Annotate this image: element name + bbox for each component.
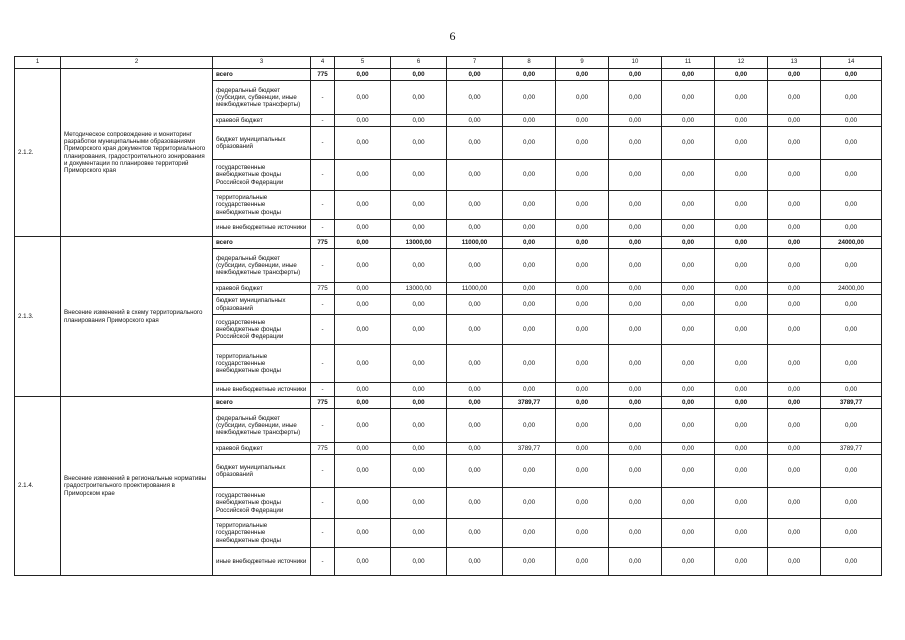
amount-cell: 0,00 (335, 81, 391, 115)
amount-cell: 0,00 (556, 397, 609, 409)
amount-cell: 0,00 (715, 397, 768, 409)
amount-cell: 0,00 (768, 115, 821, 127)
amount-cell: 0,00 (556, 295, 609, 315)
amount-cell: 0,00 (503, 115, 556, 127)
amount-cell: 0,00 (662, 315, 715, 345)
budget-code: - (311, 488, 335, 519)
amount-cell: 11000,00 (447, 283, 503, 295)
funding-source: бюджет муниципальных образований (213, 295, 311, 315)
amount-cell: 0,00 (715, 220, 768, 237)
amount-cell: 0,00 (715, 443, 768, 455)
amount-cell: 0,00 (821, 315, 882, 345)
amount-cell: 0,00 (503, 488, 556, 519)
amount-cell: 0,00 (447, 488, 503, 519)
amount-cell: 0,00 (662, 397, 715, 409)
budget-code: 775 (311, 283, 335, 295)
amount-cell: 0,00 (447, 548, 503, 576)
amount-cell: 0,00 (715, 548, 768, 576)
amount-cell: 0,00 (609, 383, 662, 397)
funding-source: иные внебюджетные источники (213, 383, 311, 397)
amount-cell: 0,00 (391, 160, 447, 191)
column-number: 2 (61, 57, 213, 69)
amount-cell: 0,00 (609, 345, 662, 383)
amount-cell: 0,00 (609, 443, 662, 455)
amount-cell: 0,00 (821, 81, 882, 115)
amount-cell: 0,00 (715, 283, 768, 295)
funding-source: краевой бюджет (213, 115, 311, 127)
amount-cell: 0,00 (556, 237, 609, 249)
amount-cell: 0,00 (662, 115, 715, 127)
amount-cell: 0,00 (821, 383, 882, 397)
budget-table (14, 56, 882, 576)
amount-cell: 0,00 (821, 455, 882, 488)
amount-cell: 0,00 (335, 283, 391, 295)
column-number: 3 (213, 57, 311, 69)
column-number: 12 (715, 57, 768, 69)
amount-cell: 0,00 (662, 488, 715, 519)
column-number-row (15, 57, 882, 69)
section-id: 2.1.3. (15, 237, 61, 397)
amount-cell: 3789,77 (503, 397, 556, 409)
funding-source: бюджет муниципальных образований (213, 127, 311, 160)
amount-cell: 0,00 (391, 115, 447, 127)
amount-cell: 0,00 (447, 455, 503, 488)
funding-source: федеральный бюджет (субсидии, субвенции, иные межбюджетные трансферты) (213, 249, 311, 283)
amount-cell: 0,00 (662, 383, 715, 397)
amount-cell: 0,00 (556, 69, 609, 81)
table-row-total (15, 69, 882, 81)
amount-cell: 0,00 (447, 249, 503, 283)
budget-code: - (311, 345, 335, 383)
amount-cell: 3789,77 (821, 443, 882, 455)
amount-cell: 0,00 (335, 455, 391, 488)
amount-cell: 0,00 (335, 127, 391, 160)
amount-cell: 0,00 (715, 295, 768, 315)
amount-cell: 0,00 (335, 383, 391, 397)
amount-cell: 0,00 (335, 409, 391, 443)
amount-cell: 0,00 (503, 69, 556, 81)
amount-cell: 0,00 (335, 345, 391, 383)
amount-cell: 0,00 (768, 127, 821, 160)
amount-cell: 0,00 (821, 488, 882, 519)
budget-code: - (311, 383, 335, 397)
amount-cell: 0,00 (391, 220, 447, 237)
amount-cell: 0,00 (391, 191, 447, 220)
amount-cell: 0,00 (335, 69, 391, 81)
funding-source: краевой бюджет (213, 443, 311, 455)
amount-cell: 0,00 (556, 160, 609, 191)
amount-cell: 0,00 (556, 409, 609, 443)
amount-cell: 0,00 (447, 191, 503, 220)
amount-cell: 0,00 (609, 191, 662, 220)
amount-cell: 0,00 (768, 383, 821, 397)
budget-code: 775 (311, 69, 335, 81)
amount-cell: 0,00 (503, 315, 556, 345)
budget-code: 775 (311, 443, 335, 455)
amount-cell: 0,00 (715, 127, 768, 160)
budget-code: 775 (311, 397, 335, 409)
amount-cell: 0,00 (768, 191, 821, 220)
amount-cell: 0,00 (556, 315, 609, 345)
amount-cell: 0,00 (503, 237, 556, 249)
amount-cell: 0,00 (662, 220, 715, 237)
amount-cell: 0,00 (662, 455, 715, 488)
column-number: 9 (556, 57, 609, 69)
amount-cell: 0,00 (662, 249, 715, 283)
amount-cell: 0,00 (821, 220, 882, 237)
amount-cell: 0,00 (609, 397, 662, 409)
amount-cell: 13000,00 (391, 283, 447, 295)
amount-cell: 0,00 (503, 127, 556, 160)
column-number: 6 (391, 57, 447, 69)
amount-cell: 0,00 (715, 519, 768, 548)
budget-code: - (311, 519, 335, 548)
amount-cell: 0,00 (447, 383, 503, 397)
amount-cell: 0,00 (503, 345, 556, 383)
amount-cell: 0,00 (821, 409, 882, 443)
amount-cell: 0,00 (503, 455, 556, 488)
amount-cell: 0,00 (391, 548, 447, 576)
funding-source: территориальные государственные внебюджетные фонды (213, 519, 311, 548)
amount-cell: 0,00 (391, 409, 447, 443)
funding-source: бюджет муниципальных образований (213, 455, 311, 488)
amount-cell: 0,00 (503, 409, 556, 443)
amount-cell: 0,00 (556, 191, 609, 220)
funding-source: федеральный бюджет (субсидии, субвенции, иные межбюджетные трансферты) (213, 409, 311, 443)
amount-cell: 0,00 (768, 409, 821, 443)
amount-cell: 0,00 (335, 191, 391, 220)
amount-cell: 0,00 (556, 455, 609, 488)
amount-cell: 0,00 (503, 383, 556, 397)
amount-cell: 0,00 (662, 237, 715, 249)
budget-code: - (311, 81, 335, 115)
amount-cell: 0,00 (821, 69, 882, 81)
amount-cell: 0,00 (556, 548, 609, 576)
amount-cell: 0,00 (768, 237, 821, 249)
amount-cell: 0,00 (715, 315, 768, 345)
amount-cell: 0,00 (662, 409, 715, 443)
budget-code: - (311, 249, 335, 283)
budget-code: - (311, 295, 335, 315)
section-name: Внесение изменений в региональные нормативы градостроительного проектирования в Приморском крае (61, 397, 213, 576)
amount-cell: 0,00 (503, 283, 556, 295)
amount-cell: 0,00 (715, 249, 768, 283)
amount-cell: 0,00 (609, 315, 662, 345)
amount-cell: 0,00 (447, 409, 503, 443)
amount-cell: 0,00 (335, 315, 391, 345)
budget-code: - (311, 160, 335, 191)
amount-cell: 0,00 (391, 295, 447, 315)
amount-cell: 0,00 (335, 237, 391, 249)
amount-cell: 0,00 (503, 160, 556, 191)
amount-cell: 0,00 (335, 488, 391, 519)
funding-source: территориальные государственные внебюджетные фонды (213, 345, 311, 383)
table-row-total (15, 237, 882, 249)
amount-cell: 0,00 (447, 81, 503, 115)
section-id: 2.1.4. (15, 397, 61, 576)
amount-cell: 0,00 (335, 548, 391, 576)
column-number: 1 (15, 57, 61, 69)
amount-cell: 0,00 (715, 383, 768, 397)
funding-source: всего (213, 397, 311, 409)
amount-cell: 0,00 (609, 237, 662, 249)
budget-code: - (311, 409, 335, 443)
amount-cell: 0,00 (715, 160, 768, 191)
amount-cell: 0,00 (609, 220, 662, 237)
amount-cell: 0,00 (609, 249, 662, 283)
amount-cell: 0,00 (821, 160, 882, 191)
amount-cell: 0,00 (391, 345, 447, 383)
amount-cell: 0,00 (715, 191, 768, 220)
amount-cell: 0,00 (391, 81, 447, 115)
section-name: Внесение изменений в схему территориального планирования Приморского края (61, 237, 213, 397)
amount-cell: 0,00 (662, 345, 715, 383)
amount-cell: 0,00 (821, 191, 882, 220)
amount-cell: 0,00 (821, 295, 882, 315)
amount-cell: 0,00 (335, 443, 391, 455)
budget-code: - (311, 191, 335, 220)
amount-cell: 24000,00 (821, 283, 882, 295)
amount-cell: 0,00 (662, 295, 715, 315)
amount-cell: 0,00 (609, 519, 662, 548)
amount-cell: 0,00 (447, 115, 503, 127)
amount-cell: 0,00 (335, 115, 391, 127)
amount-cell: 0,00 (821, 519, 882, 548)
amount-cell: 0,00 (662, 127, 715, 160)
amount-cell: 0,00 (335, 519, 391, 548)
funding-source: всего (213, 69, 311, 81)
amount-cell: 0,00 (768, 397, 821, 409)
amount-cell: 0,00 (715, 345, 768, 383)
amount-cell: 0,00 (556, 249, 609, 283)
amount-cell: 0,00 (447, 160, 503, 191)
amount-cell: 0,00 (447, 519, 503, 548)
amount-cell: 0,00 (821, 345, 882, 383)
amount-cell: 0,00 (715, 69, 768, 81)
amount-cell: 0,00 (503, 295, 556, 315)
amount-cell: 0,00 (662, 548, 715, 576)
amount-cell: 0,00 (556, 283, 609, 295)
amount-cell: 0,00 (609, 488, 662, 519)
amount-cell: 0,00 (335, 295, 391, 315)
amount-cell: 0,00 (556, 383, 609, 397)
amount-cell: 0,00 (609, 409, 662, 443)
amount-cell: 0,00 (609, 295, 662, 315)
funding-source: иные внебюджетные источники (213, 220, 311, 237)
amount-cell: 0,00 (821, 249, 882, 283)
amount-cell: 0,00 (768, 220, 821, 237)
amount-cell: 0,00 (662, 191, 715, 220)
amount-cell: 0,00 (556, 345, 609, 383)
column-number: 11 (662, 57, 715, 69)
amount-cell: 0,00 (391, 443, 447, 455)
amount-cell: 0,00 (715, 115, 768, 127)
amount-cell: 0,00 (556, 488, 609, 519)
amount-cell: 0,00 (768, 160, 821, 191)
amount-cell: 0,00 (662, 283, 715, 295)
amount-cell: 0,00 (447, 443, 503, 455)
budget-code: - (311, 220, 335, 237)
amount-cell: 0,00 (391, 488, 447, 519)
amount-cell: 0,00 (821, 127, 882, 160)
amount-cell: 0,00 (768, 548, 821, 576)
column-number: 4 (311, 57, 335, 69)
amount-cell: 0,00 (503, 220, 556, 237)
amount-cell: 0,00 (768, 345, 821, 383)
amount-cell: 24000,00 (821, 237, 882, 249)
budget-code: - (311, 315, 335, 345)
amount-cell: 0,00 (556, 443, 609, 455)
amount-cell: 0,00 (768, 315, 821, 345)
amount-cell: 0,00 (715, 409, 768, 443)
budget-code: - (311, 455, 335, 488)
amount-cell: 0,00 (715, 81, 768, 115)
amount-cell: 0,00 (391, 519, 447, 548)
amount-cell: 0,00 (503, 548, 556, 576)
amount-cell: 0,00 (447, 295, 503, 315)
column-number: 8 (503, 57, 556, 69)
amount-cell: 0,00 (821, 115, 882, 127)
amount-cell: 0,00 (391, 383, 447, 397)
amount-cell: 0,00 (391, 315, 447, 345)
budget-code: 775 (311, 237, 335, 249)
amount-cell: 0,00 (609, 127, 662, 160)
section-id: 2.1.2. (15, 69, 61, 237)
amount-cell: 0,00 (503, 191, 556, 220)
amount-cell: 0,00 (556, 220, 609, 237)
amount-cell: 0,00 (503, 519, 556, 548)
amount-cell: 0,00 (662, 69, 715, 81)
amount-cell: 0,00 (556, 127, 609, 160)
amount-cell: 0,00 (662, 443, 715, 455)
amount-cell: 0,00 (768, 249, 821, 283)
amount-cell: 0,00 (335, 220, 391, 237)
column-number: 5 (335, 57, 391, 69)
column-number: 14 (821, 57, 882, 69)
amount-cell: 0,00 (391, 397, 447, 409)
amount-cell: 0,00 (335, 160, 391, 191)
amount-cell: 0,00 (768, 69, 821, 81)
amount-cell: 0,00 (391, 127, 447, 160)
amount-cell: 3789,77 (821, 397, 882, 409)
budget-code: - (311, 115, 335, 127)
amount-cell: 0,00 (447, 127, 503, 160)
column-number: 10 (609, 57, 662, 69)
amount-cell: 0,00 (609, 81, 662, 115)
page-number: 6 (449, 29, 456, 43)
amount-cell: 0,00 (662, 160, 715, 191)
amount-cell: 0,00 (556, 81, 609, 115)
amount-cell: 0,00 (447, 315, 503, 345)
amount-cell: 3789,77 (503, 443, 556, 455)
table-row-total (15, 397, 882, 409)
amount-cell: 0,00 (662, 519, 715, 548)
amount-cell: 0,00 (335, 249, 391, 283)
funding-source: государственные внебюджетные фонды Российской Федерации (213, 315, 311, 345)
amount-cell: 0,00 (662, 81, 715, 115)
funding-source: федеральный бюджет (субсидии, субвенции, иные межбюджетные трансферты) (213, 81, 311, 115)
amount-cell: 11000,00 (447, 237, 503, 249)
amount-cell: 0,00 (391, 249, 447, 283)
amount-cell: 0,00 (609, 283, 662, 295)
amount-cell: 0,00 (715, 455, 768, 488)
amount-cell: 0,00 (609, 548, 662, 576)
amount-cell: 0,00 (556, 115, 609, 127)
column-number: 13 (768, 57, 821, 69)
table-body (15, 57, 882, 576)
amount-cell: 0,00 (768, 81, 821, 115)
funding-source: территориальные государственные внебюджетные фонды (213, 191, 311, 220)
amount-cell: 0,00 (715, 237, 768, 249)
amount-cell: 0,00 (821, 548, 882, 576)
amount-cell: 0,00 (391, 69, 447, 81)
amount-cell: 0,00 (391, 455, 447, 488)
amount-cell: 0,00 (609, 160, 662, 191)
amount-cell: 0,00 (715, 488, 768, 519)
amount-cell: 0,00 (335, 397, 391, 409)
amount-cell: 0,00 (556, 519, 609, 548)
column-number: 7 (447, 57, 503, 69)
funding-source: государственные внебюджетные фонды Российской Федерации (213, 488, 311, 519)
amount-cell: 0,00 (768, 443, 821, 455)
section-name: Методическое сопровождение и мониторинг разработки муниципальными образованиями Приморского края документов территориального планирования, градостроительного зонирования и документации по планировке территорий Приморского края (61, 69, 213, 237)
funding-source: краевой бюджет (213, 283, 311, 295)
amount-cell: 13000,00 (391, 237, 447, 249)
budget-code: - (311, 127, 335, 160)
amount-cell: 0,00 (768, 283, 821, 295)
amount-cell: 0,00 (768, 455, 821, 488)
amount-cell: 0,00 (447, 69, 503, 81)
funding-source: всего (213, 237, 311, 249)
amount-cell: 0,00 (609, 115, 662, 127)
amount-cell: 0,00 (768, 295, 821, 315)
amount-cell: 0,00 (768, 488, 821, 519)
amount-cell: 0,00 (447, 220, 503, 237)
amount-cell: 0,00 (447, 397, 503, 409)
funding-source: иные внебюджетные источники (213, 548, 311, 576)
budget-code: - (311, 548, 335, 576)
amount-cell: 0,00 (447, 345, 503, 383)
amount-cell: 0,00 (503, 81, 556, 115)
amount-cell: 0,00 (503, 249, 556, 283)
amount-cell: 0,00 (609, 455, 662, 488)
amount-cell: 0,00 (768, 519, 821, 548)
amount-cell: 0,00 (609, 69, 662, 81)
funding-source: государственные внебюджетные фонды Российской Федерации (213, 160, 311, 191)
